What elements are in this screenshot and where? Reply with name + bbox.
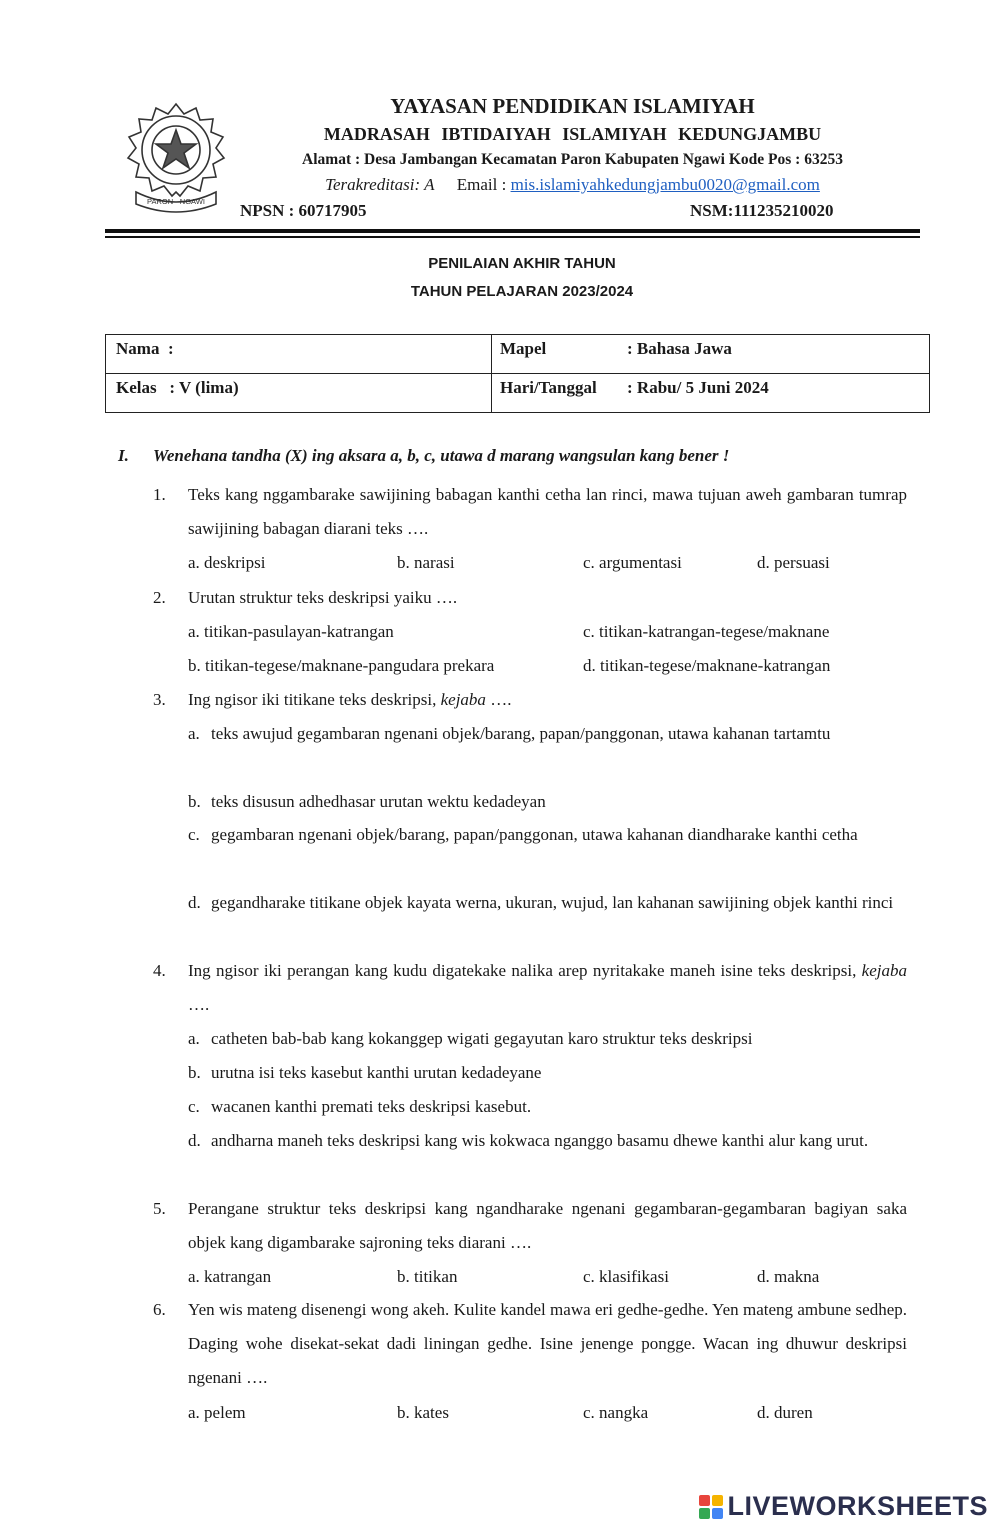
school-name: MADRASAH IBTIDAIYAH ISLAMIYAH KEDUNGJAMBU	[323, 124, 822, 144]
option-b[interactable]: b. teks disusun adhedhasar urutan wektu kedadeyan	[188, 792, 546, 811]
option-c[interactable]: c. klasifikasi	[583, 1267, 669, 1286]
question-stem: Perangane struktur teks deskripsi kang ngandharake ngenani gegambaran-gegambaran bagiyan saka objek kang digambarake sajroning teks diarani ….	[188, 1199, 907, 1252]
foundation-name: YAYASAN PENDIDIKAN ISLAMIYAH	[390, 94, 755, 118]
logo-caption: PARON - NGAWI	[147, 197, 205, 206]
question-stem: Ing ngisor iki titikane teks deskripsi, kejaba ….	[188, 690, 512, 709]
option-b[interactable]: b. urutna isi teks kasebut kanthi urutan kedadeyane	[188, 1063, 542, 1082]
question-number: 4.	[153, 961, 166, 980]
class-field: Kelas : V (lima)	[116, 378, 239, 397]
option-c[interactable]: c. titikan-katrangan-tegese/maknane	[583, 622, 830, 641]
section-instruction: Wenehana tandha (X) ing aksara a, b, c, utawa d marang wangsulan kang bener !	[153, 446, 730, 465]
option-b[interactable]: b. kates	[397, 1403, 449, 1422]
option-d[interactable]: d. makna	[757, 1267, 820, 1286]
header-divider-thin	[105, 236, 920, 238]
subject-value: : Bahasa Jawa	[627, 339, 732, 358]
question-number: 3.	[153, 690, 166, 709]
question-number: 1.	[153, 485, 166, 504]
school-logo	[124, 100, 228, 214]
option-c[interactable]: c. argumentasi	[583, 553, 682, 572]
option-a[interactable]: a. pelem	[188, 1403, 246, 1422]
option-c[interactable]: c. wacanen kanthi premati teks deskripsi kasebut.	[188, 1097, 532, 1116]
liveworksheets-logo-icon	[699, 1495, 723, 1519]
option-d[interactable]: d. duren	[757, 1403, 813, 1422]
date-label: Hari/Tanggal	[500, 378, 597, 397]
question-number: 5.	[153, 1199, 166, 1218]
subject-label: Mapel	[500, 339, 547, 358]
nsm: NSM:111235210020	[690, 201, 834, 220]
header-divider-thick	[105, 229, 920, 233]
accreditation: Terakreditasi: A	[325, 175, 435, 194]
liveworksheets-brand[interactable]	[699, 1491, 988, 1522]
contact-line	[240, 175, 905, 195]
section-number: I.	[118, 446, 129, 465]
identity-table	[105, 334, 930, 413]
option-b[interactable]: b. narasi	[397, 553, 455, 572]
option-d[interactable]: d. titikan-tegese/maknane-katrangan	[583, 656, 831, 675]
option-a[interactable]: a. catheten bab-bab kang kokanggep wigati gegayutan karo struktur teks deskripsi	[188, 1029, 753, 1048]
question-number: 6.	[153, 1300, 166, 1319]
logo-square	[699, 1495, 710, 1506]
question-number: 2.	[153, 588, 166, 607]
date-value: : Rabu/ 5 Juni 2024	[627, 378, 769, 397]
npsn: NPSN : 60717905	[240, 201, 367, 220]
question-stem: Ing ngisor iki perangan kang kudu digatekake nalika arep nyritakake maneh isine teks deskripsi, kejaba ….	[188, 961, 907, 1014]
option-b[interactable]: b. titikan	[397, 1267, 458, 1286]
email-label: Email :	[456, 175, 507, 194]
name-field[interactable]: Nama :	[116, 339, 174, 358]
option-a[interactable]: a. titikan-pasulayan-katrangan	[188, 622, 394, 641]
question-stem: Teks kang nggambarake sawijining babagan kanthi cetha lan rinci, mawa tujuan aweh gambaran tumrap sawijining babagan diarani teks ….	[188, 485, 907, 538]
option-c[interactable]: c. nangka	[583, 1403, 649, 1422]
brand-text: LIVEWORKSHEETS	[727, 1491, 988, 1521]
option-d[interactable]: d. gegandharake titikane objek kayata werna, ukuran, wujud, lan kahanan sawijining objek kanthi rinci	[188, 893, 894, 912]
option-a[interactable]: a. deskripsi	[188, 553, 266, 572]
logo-square	[699, 1508, 710, 1519]
option-d[interactable]: d. andharna maneh teks deskripsi kang wis kokwaca nganggo basamu dhewe kanthi alur kang urut.	[188, 1131, 869, 1150]
option-b[interactable]: b. titikan-tegese/maknane-pangudara prekara	[188, 656, 495, 675]
logo-square	[712, 1508, 723, 1519]
email-link[interactable]: mis.islamiyahkedungjambu0020@gmail.com	[510, 175, 820, 194]
question-stem: Yen wis mateng disenengi wong akeh. Kulite kandel mawa eri gedhe-gedhe. Yen mateng ambune sedhep. Daging wohe disekat-sekat dadi liningan gedhe. Isine jenenge pongge. Wacan ing dhuwur deskripsi ngenani ….	[188, 1300, 907, 1387]
exam-year: TAHUN PELAJARAN 2023/2024	[410, 283, 634, 300]
option-d[interactable]: d. persuasi	[757, 553, 830, 572]
exam-title: PENILAIAN AKHIR TAHUN	[428, 255, 616, 272]
school-address: Alamat : Desa Jambangan Kecamatan Paron Kabupaten Ngawi Kode Pos : 63253	[302, 151, 843, 168]
option-a[interactable]: a. teks awujud gegambaran ngenani objek/barang, papan/panggonan, utawa kahanan tartamtu	[188, 724, 831, 743]
question-stem: Urutan struktur teks deskripsi yaiku ….	[188, 588, 458, 607]
logo-square	[712, 1495, 723, 1506]
option-c[interactable]: c. gegambaran ngenani objek/barang, papan/panggonan, utawa kahanan diandharake kanthi cetha	[188, 825, 858, 844]
option-a[interactable]: a. katrangan	[188, 1267, 272, 1286]
